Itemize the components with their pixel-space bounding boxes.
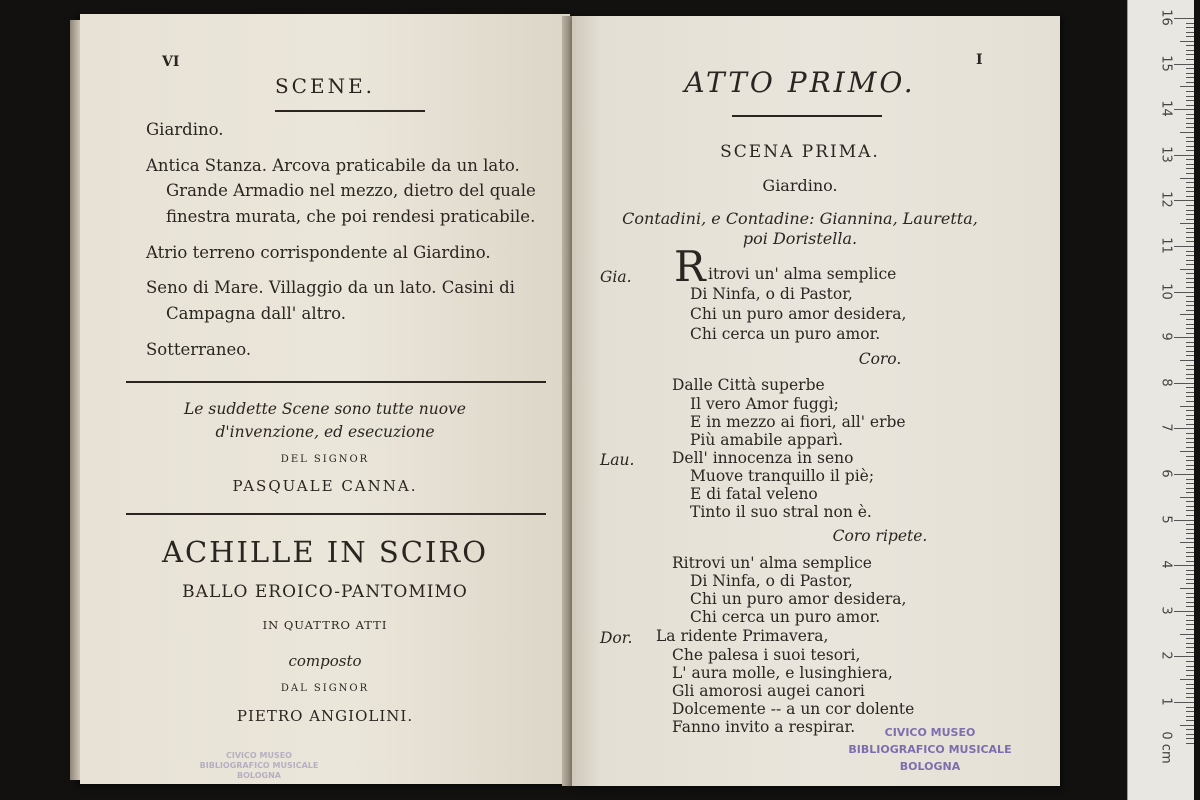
ruler-tick	[1186, 50, 1194, 51]
ruler-tick	[1186, 479, 1194, 480]
ruler-tick	[1186, 661, 1194, 662]
ruler-tick	[1186, 210, 1194, 211]
ruler-tick	[1186, 716, 1194, 717]
ruler-tick	[1186, 606, 1194, 607]
ruler-tick	[1186, 647, 1194, 648]
ruler-tick	[1174, 200, 1194, 201]
composto-label: composto	[288, 652, 362, 670]
ruler-tick	[1186, 410, 1194, 411]
ruler-tick	[1186, 574, 1194, 575]
scene-line: finestra murata, che poi rendesi praticabile.	[166, 207, 536, 226]
verse-line: Che palesa i suoi tesori,	[672, 646, 861, 664]
ruler-tick	[1186, 615, 1194, 616]
ruler-tick	[1180, 269, 1194, 270]
ruler-tick	[1180, 634, 1194, 635]
ruler-tick	[1174, 18, 1194, 19]
verse-line: Più amabile apparì.	[690, 431, 844, 449]
verse-line: Muove tranquillo il piè;	[690, 467, 875, 485]
ruler-tick	[1186, 738, 1194, 739]
ruler-label: 1	[1158, 697, 1174, 706]
verse-line: Chi cerca un puro amor.	[690, 325, 881, 343]
ruler-tick	[1186, 141, 1194, 142]
ruler-label: 2	[1158, 651, 1174, 661]
ruler-tick	[1174, 292, 1194, 293]
ruler-tick	[1186, 433, 1194, 434]
ruler-tick	[1186, 305, 1194, 306]
ruler-tick	[1174, 428, 1194, 429]
ruler-tick	[1174, 246, 1194, 247]
act-rule	[732, 115, 882, 117]
measuring-ruler	[1127, 0, 1194, 800]
act-title: ATTO PRIMO.	[684, 66, 916, 99]
scene-line: Campagna dall' altro.	[166, 304, 347, 323]
ruler-tick	[1186, 191, 1194, 192]
ruler-tick	[1186, 27, 1194, 28]
ruler-tick	[1186, 447, 1194, 448]
ruler-tick	[1186, 82, 1194, 83]
ruler-tick	[1186, 237, 1194, 238]
ruler-label: 0 cm	[1158, 730, 1174, 764]
ruler-tick	[1186, 369, 1194, 370]
del-signor-label: DEL SIGNOR	[280, 454, 370, 465]
scene-line: Antica Stanza. Arcova praticabile da un lato.	[146, 156, 520, 175]
ruler-label: 6	[1158, 469, 1174, 478]
scenes-note: d'invenzione, ed esecuzione	[215, 423, 435, 441]
scene-title: SCENA PRIMA.	[720, 142, 880, 162]
ruler-tick	[1180, 588, 1194, 589]
ruler-tick	[1186, 597, 1194, 598]
ruler-tick	[1186, 228, 1194, 229]
ruler-label: 4	[1158, 560, 1174, 569]
ruler-tick	[1186, 264, 1194, 265]
scene-line: Giardino.	[146, 120, 224, 139]
dal-signor-label: DAL SIGNOR	[280, 683, 370, 694]
ruler-label: 11	[1158, 237, 1174, 254]
ruler-label: 12	[1158, 191, 1174, 209]
ruler-tick	[1180, 406, 1194, 407]
ruler-tick	[1186, 729, 1194, 730]
ruler-tick	[1186, 670, 1194, 671]
ruler-label: 9	[1158, 332, 1174, 341]
section-rule	[126, 513, 546, 515]
ruler-tick	[1186, 515, 1194, 516]
ruler-tick	[1186, 734, 1194, 735]
section-rule	[126, 381, 546, 383]
speaker-label: Gia.	[600, 268, 632, 286]
ruler-tick	[1186, 529, 1194, 530]
verse-line: Fanno invito a respirar.	[672, 718, 856, 736]
ruler-tick	[1186, 419, 1194, 420]
ruler-tick	[1186, 342, 1194, 343]
ruler-tick	[1186, 501, 1194, 502]
ruler-tick	[1180, 542, 1194, 543]
ruler-tick	[1186, 506, 1194, 507]
ruler-tick	[1186, 538, 1194, 539]
ruler-tick	[1186, 68, 1194, 69]
ruler-tick	[1186, 424, 1194, 425]
ruler-tick	[1186, 232, 1194, 233]
ruler-tick	[1186, 54, 1194, 55]
heading-rule	[275, 110, 425, 112]
ruler-label: 3	[1158, 606, 1174, 615]
ballet-subtitle: BALLO EROICO-PANTOMIMO	[182, 582, 468, 602]
ruler-tick	[1174, 520, 1194, 521]
ruler-tick	[1186, 638, 1194, 639]
ruler-tick	[1186, 159, 1194, 160]
scenes-note: Le suddette Scene sono tutte nuove	[184, 400, 466, 418]
ruler-tick	[1180, 41, 1194, 42]
ruler-tick	[1180, 132, 1194, 133]
ruler-tick	[1174, 383, 1194, 384]
ruler-tick	[1186, 118, 1194, 119]
designer-name: PASQUALE CANNA.	[232, 477, 418, 495]
scene-line: Grande Armadio nel mezzo, dietro del quale	[166, 181, 536, 200]
ruler-tick	[1186, 137, 1194, 138]
ruler-tick	[1186, 456, 1194, 457]
verse-line: Chi un puro amor desidera,	[690, 590, 907, 608]
ruler-tick	[1186, 150, 1194, 151]
ruler-tick	[1186, 355, 1194, 356]
ruler-tick	[1180, 497, 1194, 498]
ruler-tick	[1186, 392, 1194, 393]
ruler-tick	[1186, 707, 1194, 708]
ruler-tick	[1186, 273, 1194, 274]
ruler-tick	[1186, 127, 1194, 128]
ruler-tick	[1186, 652, 1194, 653]
verse-line: Di Ninfa, o di Pastor,	[690, 572, 853, 590]
ruler-tick	[1186, 570, 1194, 571]
ruler-tick	[1186, 187, 1194, 188]
ruler-tick	[1186, 91, 1194, 92]
scene-setting: Giardino.	[762, 176, 838, 195]
scene-line: Seno di Mare. Villaggio da un lato. Casini di	[146, 278, 515, 297]
ruler-tick	[1186, 301, 1194, 302]
ruler-tick	[1174, 611, 1194, 612]
ruler-tick	[1186, 442, 1194, 443]
ruler-label: 15	[1158, 54, 1174, 72]
ruler-tick	[1186, 168, 1194, 169]
ruler-tick	[1186, 146, 1194, 147]
ruler-tick	[1186, 492, 1194, 493]
ruler-tick	[1186, 100, 1194, 101]
ruler-tick	[1186, 602, 1194, 603]
ruler-tick	[1186, 45, 1194, 46]
verse-line: Tinto il suo stral non è.	[690, 503, 872, 521]
ruler-label: 8	[1158, 378, 1174, 387]
ruler-tick	[1186, 374, 1194, 375]
ruler-tick	[1186, 688, 1194, 689]
ballet-title: ACHILLE IN SCIRO	[162, 535, 488, 569]
ruler-tick	[1186, 23, 1194, 24]
verse-line: Chi un puro amor desidera,	[690, 305, 907, 323]
ruler-tick	[1186, 282, 1194, 283]
ruler-tick	[1180, 679, 1194, 680]
ruler-tick	[1186, 743, 1194, 744]
ruler-tick	[1186, 720, 1194, 721]
coro-ripete-label: Coro ripete.	[832, 527, 928, 545]
ruler-tick	[1186, 296, 1194, 297]
ruler-tick	[1174, 565, 1194, 566]
verse-line: Gli amorosi augei canori	[672, 682, 865, 700]
ruler-tick	[1186, 438, 1194, 439]
verse-line: L' aura molle, e lusinghiera,	[672, 664, 893, 682]
left-page	[80, 14, 570, 784]
ruler-tick	[1186, 310, 1194, 311]
ruler-label: 10	[1158, 282, 1174, 300]
ruler-tick	[1186, 579, 1194, 580]
ruler-tick	[1186, 278, 1194, 279]
ruler-tick	[1186, 552, 1194, 553]
scenes-heading: SCENE.	[274, 74, 376, 98]
ruler-tick	[1186, 196, 1194, 197]
ruler-tick	[1186, 105, 1194, 106]
ruler-tick	[1186, 205, 1194, 206]
ruler-tick	[1186, 287, 1194, 288]
verse-line: Chi cerca un puro amor.	[690, 608, 881, 626]
ruler-tick	[1186, 219, 1194, 220]
ruler-tick	[1186, 643, 1194, 644]
verse-line: E di fatal veleno	[690, 485, 818, 503]
verse-line: Di Ninfa, o di Pastor,	[690, 285, 853, 303]
ruler-tick	[1186, 73, 1194, 74]
ruler-tick	[1180, 451, 1194, 452]
ruler-label: 13	[1158, 146, 1174, 163]
ruler-tick	[1186, 483, 1194, 484]
right-page	[572, 16, 1060, 786]
ruler-tick	[1174, 337, 1194, 338]
speaker-label: Lau.	[600, 451, 635, 469]
ruler-tick	[1186, 401, 1194, 402]
ruler-tick	[1186, 693, 1194, 694]
ruler-tick	[1186, 32, 1194, 33]
verse-line: Ritrovi un' alma semplice	[672, 554, 872, 572]
ruler-tick	[1180, 223, 1194, 224]
acts-label: IN QUATTRO ATTI	[262, 618, 388, 632]
choreographer-name: PIETRO ANGIOLINI.	[236, 707, 414, 725]
ruler-tick	[1186, 684, 1194, 685]
scene-line: Atrio terreno corrispondente al Giardino.	[146, 243, 491, 262]
ruler-tick	[1186, 415, 1194, 416]
library-stamp: CIVICO MUSEO BIBLIOGRAFICO MUSICALE BOLOGNA	[848, 726, 1012, 773]
ruler-tick	[1186, 59, 1194, 60]
ruler-tick	[1186, 697, 1194, 698]
ruler-tick	[1180, 86, 1194, 87]
verse-line: itrovi un' alma semplice	[708, 265, 897, 283]
ruler-tick	[1186, 629, 1194, 630]
characters: Contadini, e Contadine: Giannina, Lauretta,	[622, 209, 978, 228]
ruler-tick	[1186, 351, 1194, 352]
ruler-tick	[1186, 624, 1194, 625]
ruler-tick	[1186, 547, 1194, 548]
verse-line: Dolcemente -- a un cor dolente	[672, 700, 915, 718]
left-page-number: VI	[162, 54, 180, 70]
ruler-tick	[1180, 360, 1194, 361]
drop-cap: R	[674, 242, 706, 291]
ruler-tick	[1186, 469, 1194, 470]
ruler-tick	[1186, 488, 1194, 489]
ruler-tick	[1186, 583, 1194, 584]
ruler-tick	[1186, 593, 1194, 594]
right-page-number: I	[976, 52, 983, 68]
ruler-tick	[1186, 378, 1194, 379]
ruler-tick	[1174, 155, 1194, 156]
ruler-tick	[1186, 365, 1194, 366]
ruler-tick	[1186, 346, 1194, 347]
ruler-tick	[1186, 561, 1194, 562]
ruler-tick	[1186, 260, 1194, 261]
characters: poi Doristella.	[742, 229, 858, 248]
ruler-tick	[1186, 123, 1194, 124]
ruler-tick	[1186, 675, 1194, 676]
ruler-tick	[1180, 725, 1194, 726]
ruler-tick	[1186, 319, 1194, 320]
ruler-tick	[1186, 333, 1194, 334]
ruler-tick	[1174, 474, 1194, 475]
ruler-tick	[1186, 396, 1194, 397]
verse-line: Dell' innocenza in seno	[672, 449, 854, 467]
ruler-tick	[1186, 711, 1194, 712]
speaker-label: Dor.	[600, 629, 633, 647]
ruler-tick	[1186, 255, 1194, 256]
ruler-tick	[1174, 64, 1194, 65]
scene-line: Sotterraneo.	[146, 340, 252, 359]
ruler-tick	[1186, 465, 1194, 466]
ruler-tick	[1186, 164, 1194, 165]
ruler-tick	[1186, 77, 1194, 78]
ruler-tick	[1180, 178, 1194, 179]
ruler-tick	[1186, 460, 1194, 461]
ruler-tick	[1186, 328, 1194, 329]
ruler-tick	[1186, 510, 1194, 511]
verse-line: Il vero Amor fuggì;	[690, 395, 839, 413]
ruler-tick	[1186, 324, 1194, 325]
ruler-tick	[1186, 173, 1194, 174]
ruler-tick	[1174, 656, 1194, 657]
ruler-tick	[1186, 620, 1194, 621]
ruler-tick	[1174, 702, 1194, 703]
verse-line: La ridente Primavera,	[656, 627, 829, 645]
ruler-tick	[1186, 251, 1194, 252]
ruler-tick	[1174, 109, 1194, 110]
ruler-tick	[1186, 214, 1194, 215]
verse-line: Dalle Città superbe	[672, 376, 825, 394]
ruler-tick	[1186, 387, 1194, 388]
ruler-label: 14	[1158, 100, 1174, 117]
ruler-tick	[1186, 36, 1194, 37]
ruler-tick	[1186, 524, 1194, 525]
ruler-tick	[1186, 666, 1194, 667]
library-stamp-faded: CIVICO MUSEO BIBLIOGRAFICO MUSICALE BOLOGNA	[199, 751, 319, 780]
ruler-tick	[1186, 241, 1194, 242]
ruler-label: 5	[1158, 514, 1174, 524]
ruler-tick	[1186, 556, 1194, 557]
ruler-tick	[1186, 533, 1194, 534]
ruler-tick	[1186, 96, 1194, 97]
verse-line: E in mezzo ai fiori, all' erbe	[690, 413, 906, 431]
ruler-tick	[1186, 182, 1194, 183]
ruler-tick	[1180, 314, 1194, 315]
ruler-tick	[1186, 114, 1194, 115]
ruler-label: 16	[1158, 9, 1174, 26]
coro-label: Coro.	[858, 350, 902, 368]
ruler-label: 7	[1158, 423, 1174, 433]
